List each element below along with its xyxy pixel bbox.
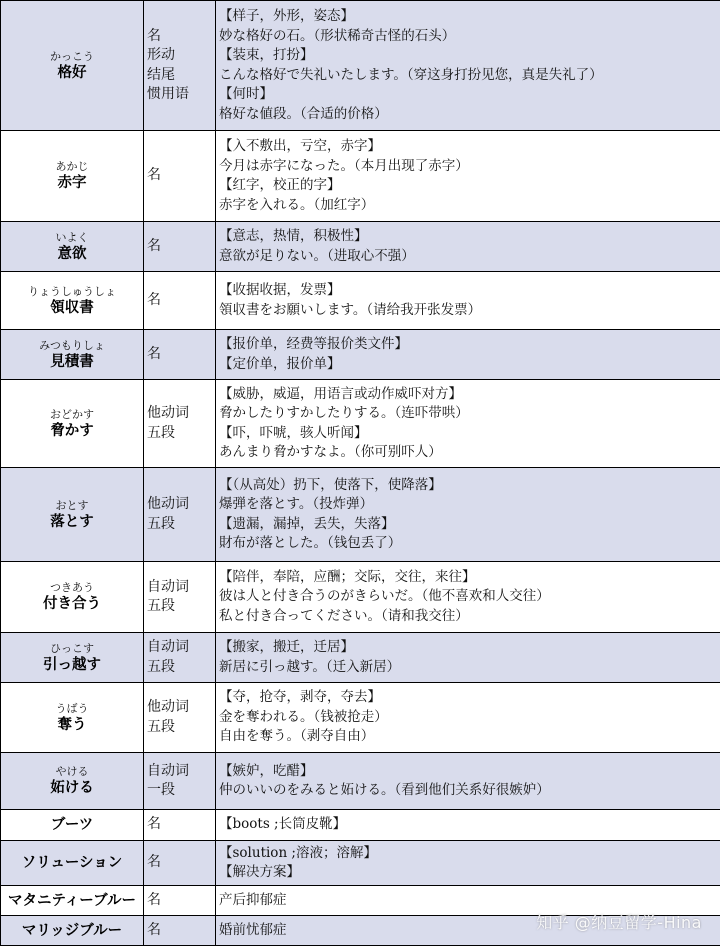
word-headword: 引っ越す — [43, 656, 101, 673]
definition-line: 私と付き合ってください。（请和我交往） — [219, 607, 469, 624]
part-of-speech: 名 — [147, 27, 161, 44]
vocab-row — [1, 810, 720, 841]
definition-cell — [216, 562, 720, 633]
word-reading: つきあう — [50, 581, 94, 594]
definition-line: 【嫉妒，吃醋】 — [219, 762, 314, 779]
definition-cell — [216, 841, 720, 886]
part-of-speech-cell — [144, 468, 216, 562]
word-headword: 赤字 — [57, 175, 87, 191]
definition-line: 領収書をお願いします。（请给我开张发票） — [219, 301, 482, 318]
definition-cell — [216, 810, 720, 841]
word-headword: 領収書 — [50, 299, 94, 316]
definition-line: 【红字，校正的字】 — [219, 177, 341, 193]
part-of-speech: 一段 — [147, 782, 175, 798]
definition-cell — [216, 1, 720, 131]
part-of-speech-cell — [144, 683, 216, 753]
definition-line: 【威胁，威逼，用语言或动作威吓对方】 — [219, 385, 462, 402]
part-of-speech-cell — [144, 810, 216, 841]
part-of-speech: 他动词 — [147, 405, 189, 421]
word-reading: りょうしゅうしょ — [28, 284, 116, 298]
definition-line: 赤字を入れる。（加红字） — [219, 196, 375, 213]
word-headword: ソリューション — [21, 855, 123, 871]
definition-line: 【定价单，报价单】 — [219, 355, 341, 372]
word-headword: 意欲 — [57, 245, 87, 262]
definition-cell — [216, 272, 720, 330]
part-of-speech-cell — [144, 916, 216, 946]
word-cell — [1, 330, 144, 380]
part-of-speech-cell — [144, 753, 216, 810]
definition-line: 【boots ;长筒皮靴】 — [219, 816, 347, 833]
definition-line: 脅かしたりすかしたりする。（连吓带哄） — [219, 405, 469, 421]
definition-line: 【入不敷出，亏空，赤字】 — [219, 138, 381, 154]
definition-line: 妙な格好の石。（形状稀奇古怪的石头） — [219, 27, 456, 44]
word-headword: 付き合う — [43, 596, 101, 612]
word-reading: やける — [55, 765, 89, 778]
vocab-row — [1, 562, 720, 633]
definition-line: 意欲が足りない。（进取心不强） — [219, 247, 415, 264]
word-cell — [1, 131, 144, 222]
word-headword: 妬ける — [50, 780, 94, 796]
word-cell — [1, 562, 144, 633]
vocab-row — [1, 380, 720, 468]
word-cell — [1, 916, 144, 946]
definition-cell — [216, 753, 720, 810]
definition-line: 【样子，外形，姿态】 — [219, 8, 354, 24]
definition-line: 新居に引っ越す。（迁入新居） — [219, 658, 401, 675]
definition-line: 【吓，吓唬，骇人听闻】 — [219, 424, 368, 441]
word-cell — [1, 753, 144, 810]
word-headword: 奪う — [57, 716, 87, 733]
definition-line: 金を奪われる。（钱被抢走） — [219, 708, 388, 725]
definition-cell — [216, 468, 720, 562]
definition-line: 格好な値段。（合适的价格） — [219, 105, 388, 122]
part-of-speech-cell — [144, 380, 216, 468]
word-headword: 落とす — [50, 513, 94, 530]
definition-line: 【搬家，搬迁，迁居】 — [219, 639, 354, 655]
vocab-row — [1, 131, 720, 222]
word-cell — [1, 468, 144, 562]
word-cell — [1, 810, 144, 841]
word-headword: 脅かす — [50, 422, 94, 439]
definition-line: 今月は赤字になった。（本月出现了赤字） — [219, 157, 469, 174]
word-cell — [1, 886, 144, 916]
vocab-row — [1, 1, 720, 131]
definition-line: 【陪伴，奉陪，应酬；交际，交往，来往】 — [219, 568, 476, 585]
vocabulary-table-body — [1, 1, 720, 946]
definition-line: 【装束，打扮】 — [219, 47, 314, 63]
part-of-speech-cell — [144, 1, 216, 131]
word-headword: ブーツ — [50, 817, 94, 833]
word-reading: おとす — [55, 498, 89, 512]
vocab-row — [1, 841, 720, 886]
part-of-speech: 惯用语 — [147, 86, 189, 102]
part-of-speech: 自动词 — [147, 639, 189, 655]
part-of-speech: 名 — [147, 854, 161, 871]
vocab-row — [1, 753, 720, 810]
word-cell — [1, 841, 144, 886]
definition-cell — [216, 633, 720, 683]
word-reading: かっこう — [50, 49, 94, 63]
part-of-speech-cell — [144, 222, 216, 272]
word-cell — [1, 272, 144, 330]
word-reading: あかじ — [55, 160, 89, 173]
word-cell — [1, 1, 144, 131]
part-of-speech-cell — [144, 841, 216, 886]
definition-line: 【（从高处）扔下，使落下，使降落】 — [219, 476, 442, 493]
definition-line: 仲のいいのをみると妬ける。（看到他们关系好很嫉妒） — [219, 782, 550, 798]
vocab-row — [1, 468, 720, 562]
part-of-speech: 名 — [147, 921, 161, 938]
part-of-speech-cell — [144, 886, 216, 916]
part-of-speech: 五段 — [147, 515, 175, 532]
definition-cell — [216, 330, 720, 380]
part-of-speech: 五段 — [147, 658, 175, 675]
word-headword: 格好 — [57, 64, 87, 81]
word-cell — [1, 633, 144, 683]
definition-line: 产后抑郁症 — [219, 891, 287, 908]
vocab-row — [1, 633, 720, 683]
vocab-row — [1, 222, 720, 272]
part-of-speech-cell — [144, 272, 216, 330]
word-cell — [1, 380, 144, 468]
part-of-speech: 五段 — [147, 424, 175, 441]
definition-line: 【收据收据，发票】 — [219, 282, 341, 298]
definition-line: 財布が落とした。（钱包丢了） — [219, 535, 402, 551]
definition-line: 【报价单，经费等报价类文件】 — [219, 336, 408, 352]
definition-line: 自由を奪う。（剥夺自由） — [219, 728, 375, 745]
part-of-speech: 结尾 — [147, 66, 175, 83]
part-of-speech: 他动词 — [147, 496, 189, 512]
vocab-row — [1, 683, 720, 753]
definition-line: 【何时】 — [219, 86, 273, 102]
part-of-speech: 名 — [147, 891, 161, 908]
part-of-speech: 名 — [147, 345, 161, 362]
definition-line: 【夺，抢夺，剥夺，夺去】 — [219, 689, 381, 706]
definition-line: 彼は人と付き合うのがきらいだ。（他不喜欢和人交往） — [219, 588, 550, 605]
watermark: 知乎 @纳豆留学-Hina — [536, 913, 702, 932]
definition-line: こんな格好で失礼いたします。（穿这身打扮见您，真是失礼了） — [219, 66, 603, 83]
part-of-speech: 自动词 — [147, 762, 189, 779]
definition-line: 【意志，热情，积极性】 — [219, 228, 368, 244]
definition-line: あんまり脅かすなよ。（你可别吓人） — [219, 444, 442, 460]
definition-cell — [216, 683, 720, 753]
part-of-speech-cell — [144, 633, 216, 683]
word-cell — [1, 222, 144, 272]
vocab-row — [1, 330, 720, 380]
word-headword: マタニティーブルー — [7, 892, 137, 909]
part-of-speech: 自动词 — [147, 578, 189, 595]
part-of-speech: 他动词 — [147, 699, 189, 715]
word-reading: うばう — [55, 701, 89, 715]
word-reading: ひっこす — [50, 641, 94, 655]
definition-cell — [216, 380, 720, 468]
word-headword: 見積書 — [50, 353, 94, 370]
word-reading: おどかす — [50, 407, 94, 421]
part-of-speech-cell — [144, 131, 216, 222]
part-of-speech: 名 — [147, 291, 161, 308]
part-of-speech: 名 — [147, 167, 161, 184]
part-of-speech: 名 — [147, 237, 161, 254]
part-of-speech: 名 — [147, 816, 161, 833]
definition-line: 【遗漏，漏掉，丢失，失落】 — [219, 515, 395, 532]
word-reading: みつもりしょ — [39, 338, 105, 352]
part-of-speech-cell — [144, 562, 216, 633]
definition-line: 【solution ;溶液；溶解】 — [219, 844, 377, 861]
word-reading: いよく — [55, 230, 89, 244]
definition-line: 爆弾を落とす。（投炸弹） — [219, 496, 374, 512]
definition-cell — [216, 131, 720, 222]
part-of-speech: 形动 — [147, 47, 175, 63]
definition-line: 【解决方案】 — [219, 864, 300, 880]
word-cell — [1, 683, 144, 753]
word-headword: マリッジブルー — [21, 922, 123, 939]
definition-line: 婚前忧郁症 — [219, 921, 287, 938]
part-of-speech-cell — [144, 330, 216, 380]
part-of-speech: 五段 — [147, 598, 175, 614]
part-of-speech: 五段 — [147, 718, 175, 735]
definition-cell — [216, 222, 720, 272]
vocab-row — [1, 272, 720, 330]
